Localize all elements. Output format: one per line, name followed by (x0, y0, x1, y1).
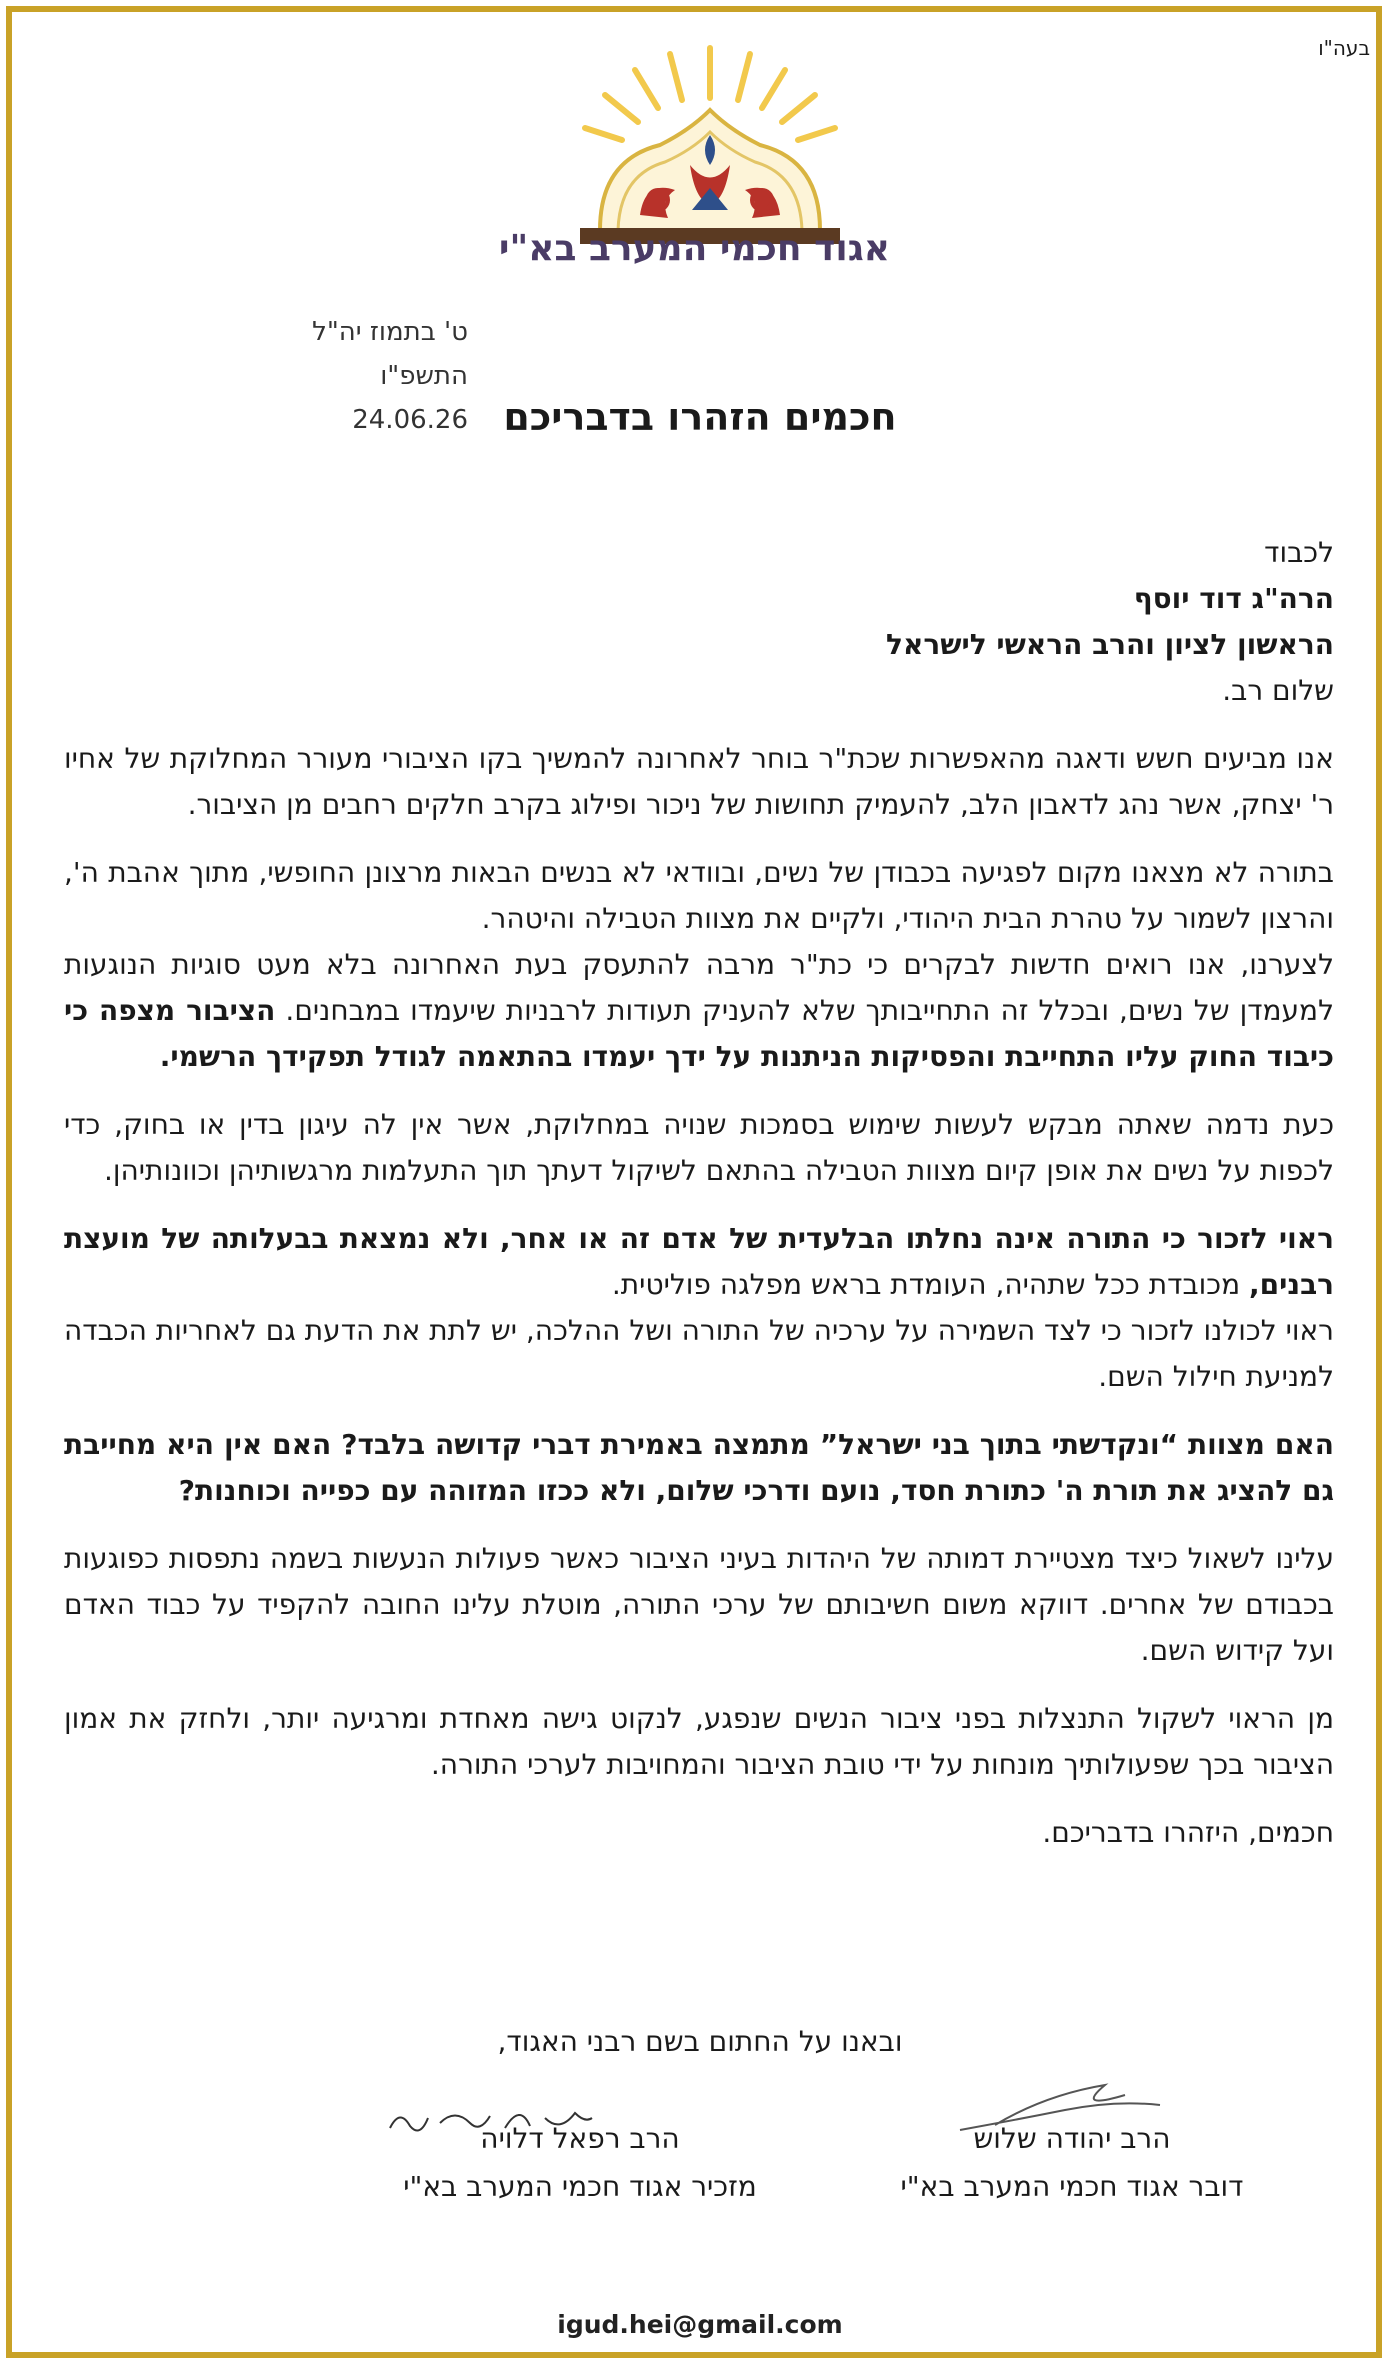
signer-right-name: הרב יהודה שלוש (973, 2122, 1171, 2155)
contact-email[interactable]: igud.hei@gmail.com (557, 2310, 843, 2339)
closing-line: חכמים, היזהרו בדבריכם. (1042, 1816, 1334, 1849)
signoff-line: ובאנו על החתום בשם רבני האגוד, (497, 2025, 903, 2058)
paragraph-2-b: לצערנו, אנו רואים חדשות לבקרים כי כת"ר מרבה להתעסק בעת האחרונה בלא מעט סוגיות הנוגעות למעמדן של נשים, ובכלל זה התחייבותך שלא להעניק תעודות לרבניות שיעמדו במבחנים. (64, 948, 1334, 1027)
recipient-name: הרה"ג דוד יוסף (1133, 582, 1334, 615)
hebrew-date: ט' בתמוז יה"ל התשפ"ו (312, 317, 468, 391)
letter-title: חכמים הזהרו בדבריכם (503, 395, 897, 439)
paragraph-2 (64, 850, 1334, 1080)
paragraph-4-bold: ראוי לזכור כי התורה אינה נחלתו הבלעדית של אדם זה או אחר, ולא נמצאת בבעלותה של מועצת רבנים, (64, 1222, 1334, 1301)
paragraph-5: האם מצוות “ונקדשתי בתוך בני ישראל” מתמצה באמירת דברי קדושה בלבד? האם אין היא מחייבת גם להציג את תורת ה' כתורת חסד, נועם ודרכי שלום, ולא ככזו המזוהה עם כפייה וכוחנות? (64, 1428, 1334, 1507)
recipient-salutation: לכבוד (1264, 536, 1334, 569)
signer-left-name: הרב רפאל דלויה (480, 2122, 680, 2155)
recipient-role: הראשון לציון והרב הראשי לישראל (886, 628, 1334, 661)
signature-area (0, 2025, 1400, 2265)
letter-body (64, 500, 1334, 1878)
gregorian-date: 24.06.26 (352, 405, 468, 435)
paragraph-4-b: ראוי לכולנו לזכור כי לצד השמירה על ערכיה של התורה ושל ההלכה, יש לתת את הדעת גם לאחריות הכבדה למניעת חילול השם. (64, 1314, 1334, 1393)
signer-right-title: דובר אגוד חכמי המערב בא"י (900, 2170, 1244, 2203)
handwritten-signature-left (380, 2088, 600, 2148)
paragraph-4-a: מכובדת ככל שתהיה, העומדת בראש מפלגה פוליטית. (611, 1268, 1241, 1301)
paragraph-7: מן הראוי לשקול התנצלות בפני ציבור הנשים שנפגע, לנקוט גישה מאחדת ומרגיעה יותר, ולחזק את אמון הציבור בכך שפעולותיך מונחות על ידי טובת הציבור והמחויבות לערכי התורה. (64, 1702, 1334, 1781)
paragraph-1: אנו מביעים חשש ודאגה מהאפשרות שכת"ר בוחר לאחרונה להמשיך בקו הציבורי מעורר המחלוקת של אחיו ר' יצחק, אשר נהג לדאבון הלב, להעמיק תחושות של ניכור ופילוג בקרב חלקים רחבים מן הציבור. (64, 742, 1334, 821)
paragraph-4 (64, 1216, 1334, 1400)
paragraph-2-bold: הציבור מצפה כי כיבוד החוק עליו התחייבת והפסיקות הניתנות על ידך יעמדו בהתאמה לגודל תפקידך הרשמי. (64, 994, 1334, 1073)
logo-text: אגוד חכמי המערב בא"י (498, 228, 890, 269)
paragraph-6: עלינו לשאול כיצד מצטיירת דמותה של היהדות בעיני הציבור כאשר פעולות הנעשות בשמה נתפסות כפוגעות בכבודם של אחרים. דווקא משום חשיבותם של ערכי התורה, מוטלת עלינו החובה להקפיד על כבוד האדם ועל קידוש השם. (64, 1542, 1334, 1667)
paragraph-2-a: בתורה לא מצאנו מקום לפגיעה בכבודן של נשים, ובוודאי לא בנשים הבאות מרצונן החופשי, מתוך אהבת ה', והרצון לשמור על טהרת הבית היהודי, ולקיים את מצוות הטבילה והיטהר. (64, 856, 1334, 935)
paragraph-3: כעת נדמה שאתה מבקש לעשות שימוש בסמכות שנויה במחלוקת, אשר אין לה עיגון בדין או בחוק, כדי לכפות על נשים את אופן קיום מצוות הטבילה בהתאם לשיקול דעתך תוך התעלמות מרגשותיהן וכוונותיהן. (64, 1108, 1334, 1187)
signer-left-title: מזכיר אגוד חכמי המערב בא"י (403, 2170, 757, 2203)
handwritten-signature-right (955, 2065, 1165, 2145)
greeting: שלום רב. (1222, 674, 1334, 707)
bsd-header: בעה"ו (1318, 36, 1370, 60)
